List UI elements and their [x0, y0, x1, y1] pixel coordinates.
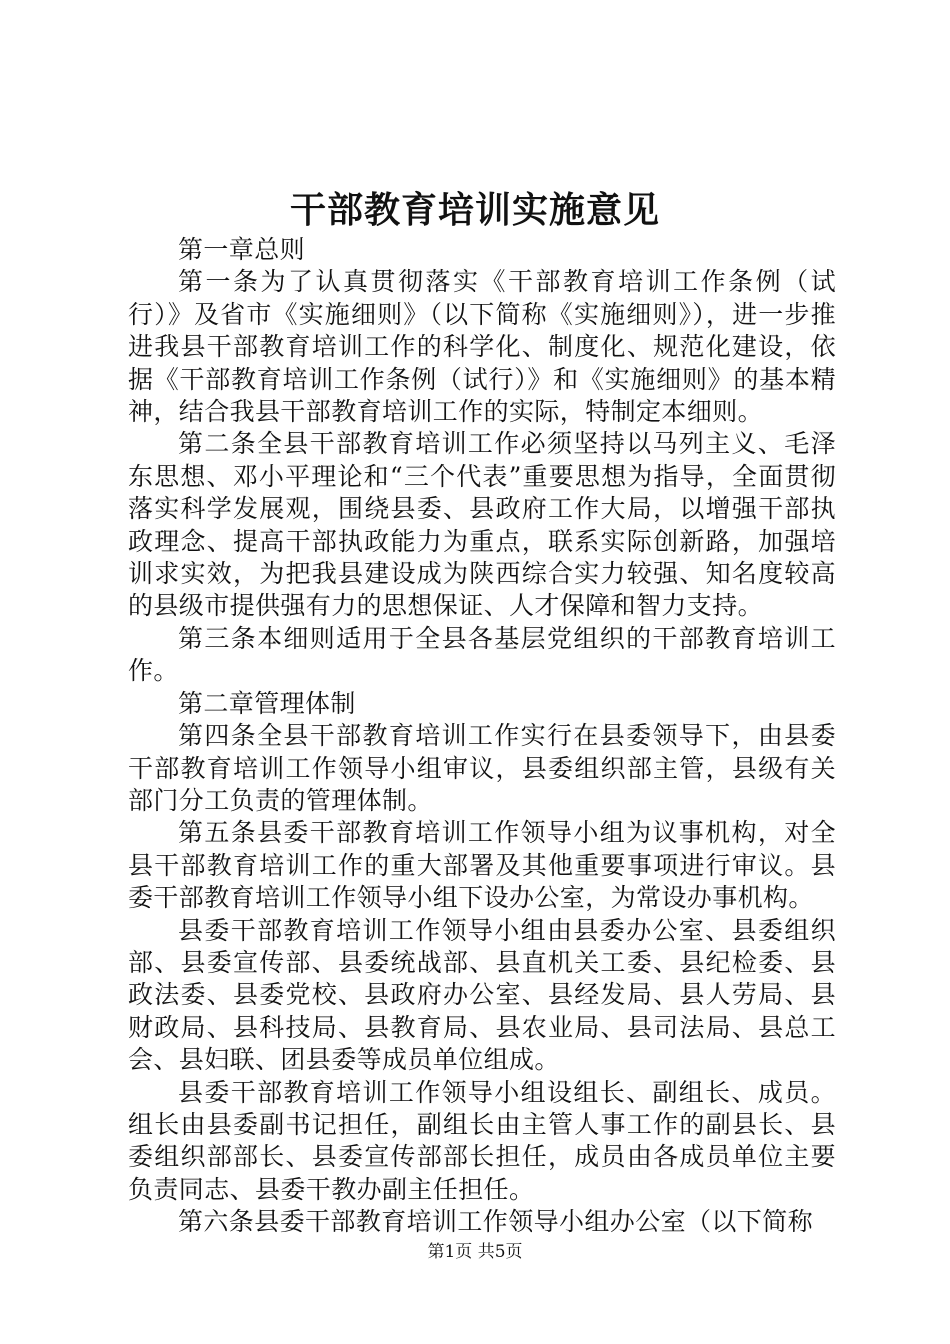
article-paragraph: 第五条县委干部教育培训工作领导小组为议事机构，对全县干部教育培训工作的重大部署及其他重要事项进行审议。县委干部教育培训工作领导小组下设办公室，为常设办事机构。: [128, 818, 836, 913]
chapter-heading: 第一章总则: [178, 235, 306, 264]
document-body: [128, 234, 836, 1239]
article-paragraph: 第二条全县干部教育培训工作必须坚持以马列主义、毛泽东思想、邓小平理论和“三个代表”重要思想为指导，全面贯彻落实科学发展观，围绕县委、县政府工作大局，以增强干部执政理念、提高干部执政能力为重点，联系实际创新路，加强培训求实效，为把我县建设成为陕西综合实力较强、知名度较高的县级市提供强有力的思想保证、人才保障和智力支持。: [128, 429, 836, 621]
chapter-heading: 第二章管理体制: [178, 688, 356, 718]
article-paragraph: 县委干部教育培训工作领导小组设组长、副组长、成员。组长由县委副书记担任，副组长由主管人事工作的副县长、县委组织部部长、县委宣传部部长担任，成员由各成员单位主要负责同志、县委干教办副主任担任。: [128, 1077, 836, 1204]
article-paragraph: 第一条为了认真贯彻落实《干部教育培训工作条例（试行）》及省市《实施细则》（以下简称《实施细则》），进一步推进我县干部教育培训工作的科学化、制度化、规范化建设，依据《干部教育培训工作条例（试行）》和《实施细则》的基本精神，结合我县干部教育培训工作的实际，特制定本细则。: [128, 267, 836, 427]
article-paragraph: 县委干部教育培训工作领导小组由县委办公室、县委组织部、县委宣传部、县委统战部、县直机关工委、县纪检委、县政法委、县委党校、县政府办公室、县经发局、县人劳局、县财政局、县科技局、县教育局、县农业局、县司法局、县总工会、县妇联、团县委等成员单位组成。: [128, 915, 836, 1075]
article-paragraph: 第六条县委干部教育培训工作领导小组办公室（以下简称: [178, 1207, 814, 1237]
article-paragraph: 第四条全县干部教育培训工作实行在县委领导下，由县委干部教育培训工作领导小组审议，县委组织部主管，县级有关部门分工负责的管理体制。: [128, 721, 836, 815]
page-number: 第1页 共5页: [427, 1242, 523, 1262]
article-paragraph: 第三条本细则适用于全县各基层党组织的干部教育培训工作。: [128, 623, 836, 686]
document-title: 干部教育培训实施意见: [289, 189, 660, 231]
